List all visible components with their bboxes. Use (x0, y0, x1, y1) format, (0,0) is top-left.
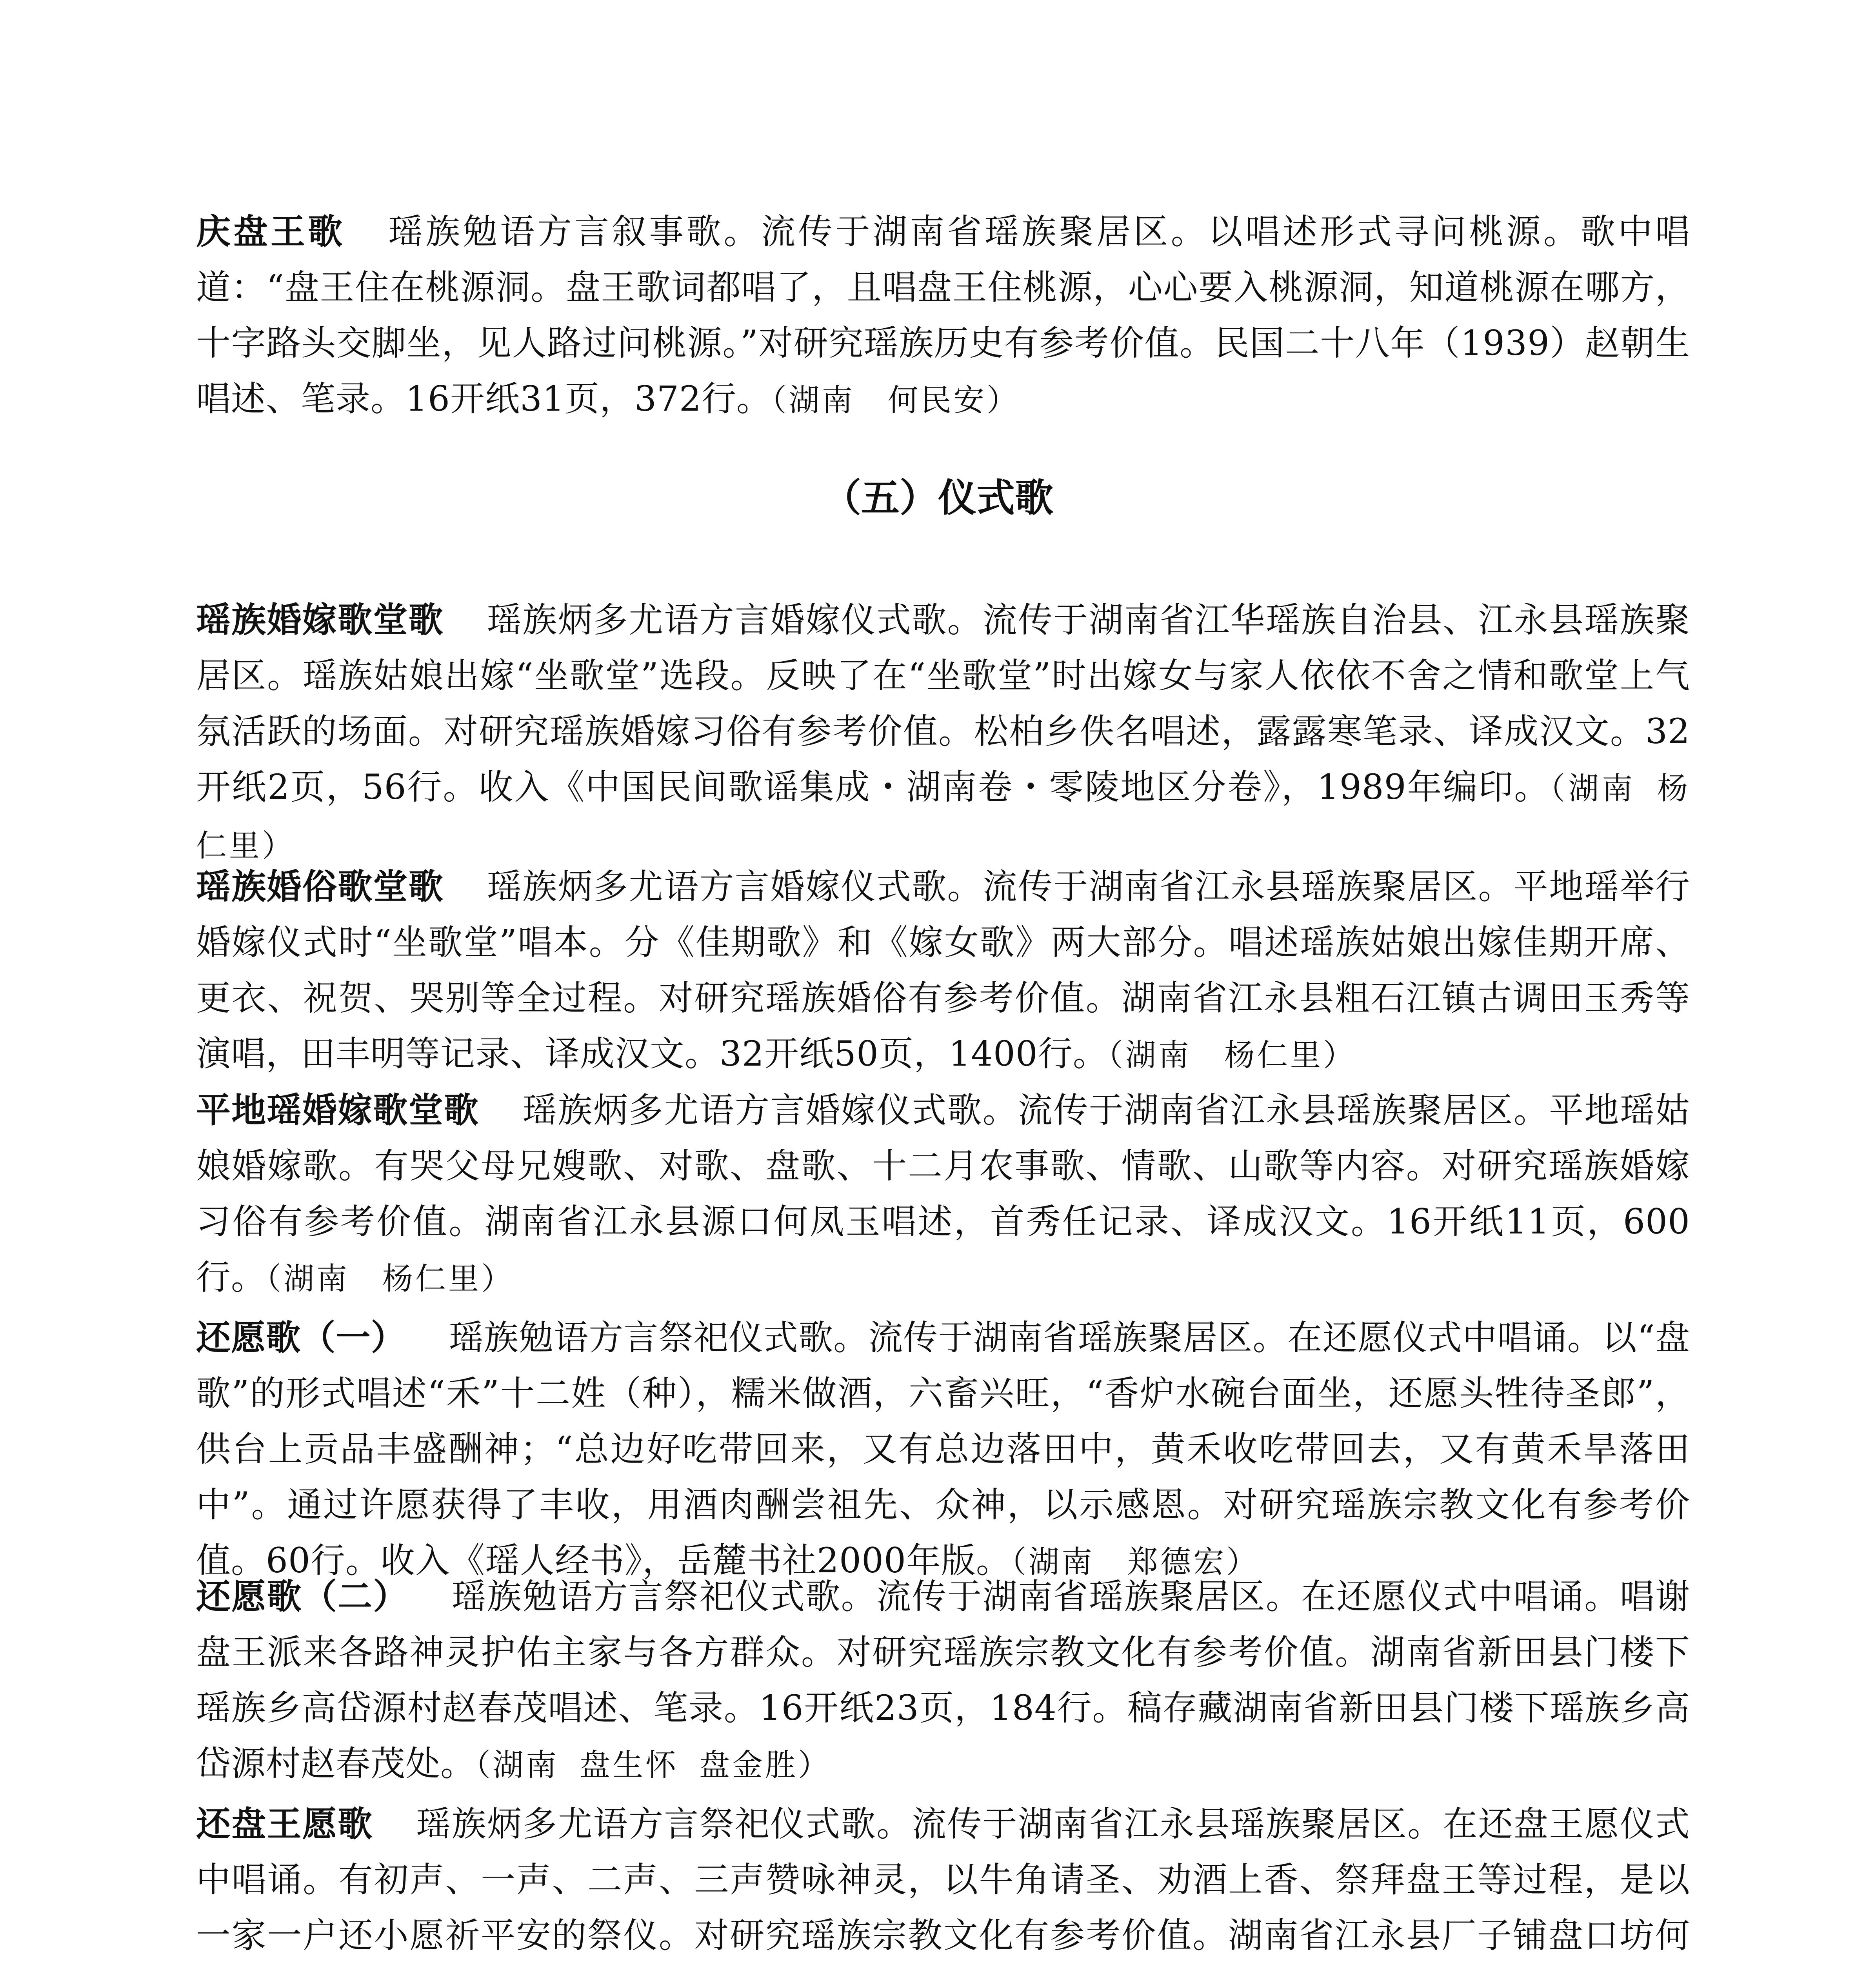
entry-huan-panwang-yuan (196, 1796, 1690, 1961)
entry-credit: （湖南 何民安） (771, 383, 1020, 418)
entry-body: 瑶族勉语方言叙事歌。流传于湖南省瑶族聚居区。以唱述形式寻问桃源。歌中唱道：“盘王住在桃源洞。盘王歌词都唱了，且唱盘王住桃源，心心要入桃源洞，知道桃源在哪方，十字路头交脚坐，见人路过问桃源。”对研究瑶族历史有参考价值。民国二十八年（1939）赵朝生唱述、笔录。16开纸31页，372行。 (196, 211, 1690, 419)
entry-yaozu-hunjia-getang (196, 592, 1690, 874)
entry-body: 瑶族炳多尤语方言婚嫁仪式歌。流传于湖南省江华瑶族自治县、江永县瑶族聚居区。瑶族姑娘出嫁“坐歌堂”选段。反映了在“坐歌堂”时出嫁女与家人依依不舍之情和歌堂上气氛活跃的场面。对研究瑶族婚嫁习俗有参考价值。松柏乡佚名唱述，露露寒笔录、译成汉文。32开纸2页，56行。收入《中国民间歌谣集成・湖南卷・零陵地区分卷》，1989年编印。 (196, 600, 1690, 807)
entry-credit: （湖南 盘生怀 盘金胜） (475, 1748, 831, 1783)
entry-pingdiyao-hunjia-getang (196, 1082, 1690, 1307)
entry-term: 庆盘王歌 (196, 211, 345, 252)
entry-term: 还愿歌（二） (196, 1576, 409, 1617)
entry-huanyuan-2 (196, 1569, 1690, 1793)
entry-yaozu-hunsu-getang (196, 859, 1690, 1083)
entry-body: 瑶族炳多尤语方言婚嫁仪式歌。流传于湖南省江永县瑶族聚居区。平地瑶姑娘婚嫁歌。有哭父母兄嫂歌、对歌、盘歌、十二月农事歌、情歌、山歌等内容。对研究瑶族婚嫁习俗有参考价值。湖南省江永县源口何凤玉唱述，首秀任记录、译成汉文。16开纸11页，600行。 (196, 1090, 1690, 1297)
entry-credit: （湖南 杨仁里） (1107, 1038, 1356, 1073)
entry-body: 瑶族炳多尤语方言祭祀仪式歌。流传于湖南省江永县瑶族聚居区。在还盘王愿仪式中唱诵。有初声、一声、二声、三声赞咏神灵，以牛角请圣、劝酒上香、祭拜盘王等过程，是以一家一户还小愿祈平安的祭仪。对研究瑶族宗教文化有参考价值。湖南省江永县厂子铺盘口坊何 (196, 1804, 1690, 1956)
entry-qingpanwang (196, 204, 1690, 428)
entry-huanyuan-1 (196, 1310, 1690, 1590)
entry-credit: （湖南 杨仁里） (196, 771, 1690, 864)
section-heading: （五）仪式歌 (822, 476, 1053, 520)
entry-term: 瑶族婚俗歌堂歌 (196, 866, 444, 907)
entry-credit: （湖南 郑德宏） (1011, 1544, 1259, 1580)
entry-term: 瑶族婚嫁歌堂歌 (196, 600, 444, 640)
entry-body: 瑶族炳多尤语方言婚嫁仪式歌。流传于湖南省江永县瑶族聚居区。平地瑶举行婚嫁仪式时“坐歌堂”唱本。分《佳期歌》和《嫁女歌》两大部分。唱述瑶族姑娘出嫁佳期开席、更衣、祝贺、哭别等全过程。对研究瑶族婚俗有参考价值。湖南省江永县粗石江镇古调田玉秀等演唱，田丰明等记录、译成汉文。32开纸50页，1400行。 (196, 866, 1690, 1074)
entry-term: 还盘王愿歌 (196, 1804, 373, 1844)
entry-term: 平地瑶婚嫁歌堂歌 (196, 1090, 480, 1130)
entry-credit: （湖南 杨仁里） (266, 1261, 514, 1297)
entry-body: 瑶族勉语方言祭祀仪式歌。流传于湖南省瑶族聚居区。在还愿仪式中唱诵。以“盘歌”的形式唱述“禾”十二姓（种），糯米做酒，六畜兴旺，“香炉水碗台面坐，还愿头牲待圣郎”，供台上贡品丰盛酬神；“总边好吃带回来，又有总边落田中，黄禾收吃带回去，又有黄禾旱落田中”。通过许愿获得了丰收，用酒肉酬尝祖先、众神，以示感恩。对研究瑶族宗教文化有参考价值。60行。收入《瑶人经书》，岳麓书社2000年版。 (196, 1317, 1690, 1581)
entry-body: 瑶族勉语方言祭祀仪式歌。流传于湖南省瑶族聚居区。在还愿仪式中唱诵。唱谢盘王派来各路神灵护佑主家与各方群众。对研究瑶族宗教文化有参考价值。湖南省新田县门楼下瑶族乡高岱源村赵春茂唱述、笔录。16开纸23页，184行。稿存藏湖南省新田县门楼下瑶族乡高岱源村赵春茂处。 (196, 1576, 1690, 1784)
entry-term: 还愿歌（一） (196, 1317, 406, 1358)
